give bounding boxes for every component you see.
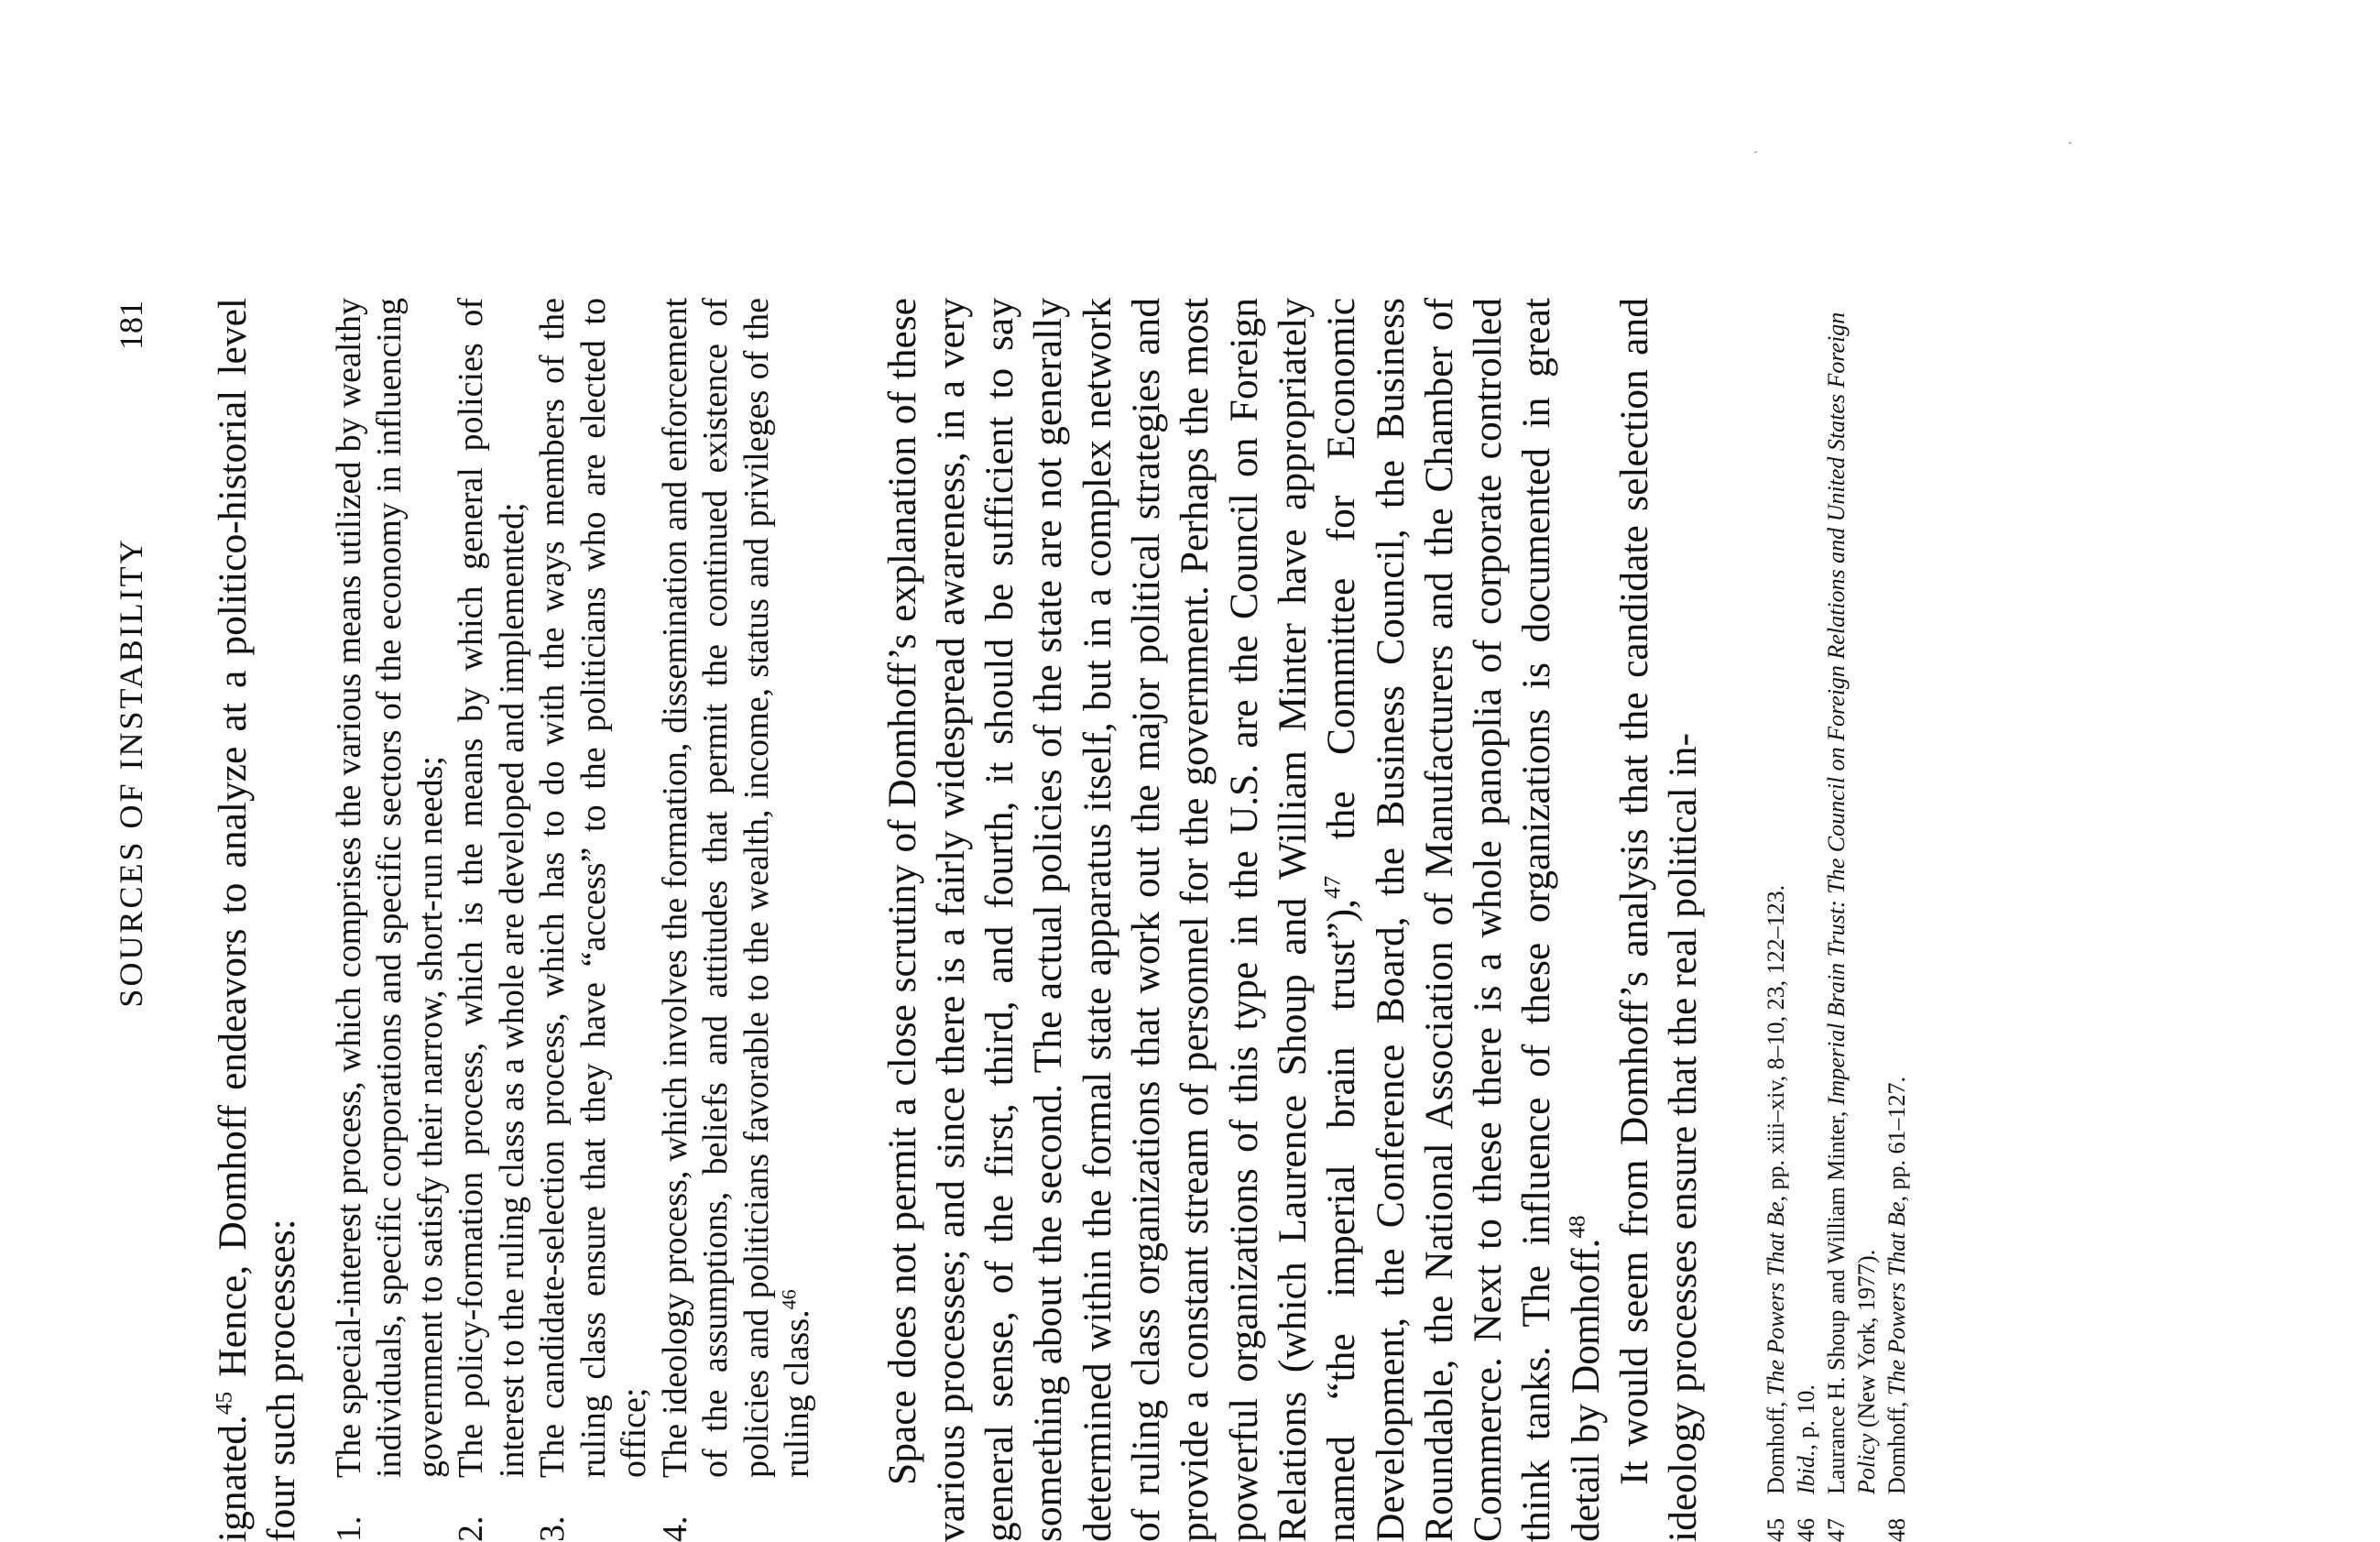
- footnote-ref-45: 45: [212, 1391, 237, 1416]
- list-item-text: The policy-formation process, which is the means by which general policies of interest to the ruling class as a whole are developed and implemented;: [452, 298, 531, 1478]
- footnote-number: 45: [1763, 1518, 1789, 1542]
- scan-mark: [1754, 151, 1757, 153]
- footnote-ref-47: 47: [1320, 875, 1346, 899]
- footnote-text: , pp. 61–127.: [1883, 1077, 1910, 1202]
- footnote: [1882, 298, 1912, 1542]
- list-item-text: The ideology process, which involves the formation, dissemination and enforcement of the assumptions, beliefs and attitudes that permit the continued existence of policies and politicians favorable to the wealth, income, status and privileges of the ruling class.: [655, 298, 817, 1478]
- list-item-text: The special-interest process, which comprises the various means utilized by wealthy individuals, specific corporations and specific sectors of the economy in influencing government to satisfy their narrow, short-run needs;: [329, 298, 450, 1478]
- footnote-text: , p. 10.: [1793, 1384, 1819, 1450]
- footnote: [1821, 298, 1882, 1542]
- footnote-text: , pp. xiii–xiv, 8–10, 23, 122–123.: [1763, 884, 1789, 1202]
- scan-mark: [2069, 142, 2071, 144]
- footnote-text: (New York, 1977).: [1853, 1249, 1880, 1434]
- footnote-ref-46: 46: [777, 1289, 801, 1310]
- list-item: [451, 298, 532, 1542]
- footnote-number: 47: [1823, 1518, 1850, 1542]
- footnote-title: The Powers That Be: [1763, 1201, 1789, 1396]
- footnote-title: The Powers That Be: [1883, 1201, 1910, 1396]
- list-item-text: The candidate-selection process, which has to do with the ways members of the ruling class ensure that they have “access” to the politicians who are elected to office;: [533, 298, 654, 1478]
- footnote-text: Laurance H. Shoup and William Minter,: [1823, 1105, 1850, 1494]
- footnote-number: 46: [1793, 1518, 1819, 1542]
- space-paragraph: [879, 298, 1610, 1542]
- intro-text-end: Hence, Domhoff endeavors to analyze at a politico-historial level four such processes:: [211, 298, 304, 1542]
- space-text-end: the Committee for Economic Development, the Conference Board, the Business Council, the Business Roundable, the National Association of Manufacturers and the Chamber of Commerce. Next to these there is a whole panoplia of corporate controlled think tanks. The influence of these organizations is documented in great detail by Domhoff.: [1319, 297, 1608, 1542]
- footnote-title: Ibid.: [1793, 1449, 1819, 1494]
- running-title: SOURCES OF INSTABILITY: [113, 537, 149, 1008]
- final-paragraph: It would seem from Domhoff’s analysis that the candidate selection and ideology processes ensure that the real political in-: [1612, 298, 1706, 1542]
- footnote-ref-48: 48: [1565, 1215, 1590, 1239]
- body-text: [209, 298, 1709, 1542]
- list-item: [329, 298, 452, 1542]
- list-item-number: 4.: [655, 1515, 694, 1542]
- process-list: [329, 298, 818, 1542]
- intro-text-start: ignated.: [211, 1415, 255, 1542]
- footnotes: [1761, 298, 1912, 1542]
- footnote-title: Imperial Brain Trust: The Council on Foreign Relations and United States Foreign Policy: [1823, 312, 1880, 1494]
- intro-paragraph: [209, 298, 307, 1542]
- footnote-number: 48: [1883, 1518, 1910, 1542]
- space-text-start: Space does not permit a close scrutiny of Domhoff’s explanation of these various processes; and since there is a fairly widespread awareness, in a very general sense, of the first, third, and fourth, it should be sufficient to say something about the second. The actual policies of the state are not generally determined within the formal state apparatus itself, but in a complex network of ruling class organizations that work out the major political strategies and provide a constant stream of personnel for the government. Perhaps the most powerful organizations of this type in the U.S. are the Council on Foreign Relations (which Laurence Shoup and William Minter have appropriately named “the imperial brain trust”),: [879, 298, 1364, 1542]
- footnote: [1791, 298, 1821, 1542]
- list-item-number: 2.: [452, 1515, 491, 1542]
- list-item: [655, 298, 818, 1542]
- list-item-number: 1.: [329, 1515, 368, 1542]
- list-item-number: 3.: [533, 1515, 573, 1542]
- footnote: [1761, 298, 1791, 1542]
- page-number: 181: [113, 301, 149, 350]
- page-header: [112, 301, 167, 1230]
- list-item: [532, 298, 655, 1542]
- footnote-text: Domhoff,: [1763, 1395, 1789, 1494]
- footnote-text: Domhoff,: [1883, 1395, 1910, 1494]
